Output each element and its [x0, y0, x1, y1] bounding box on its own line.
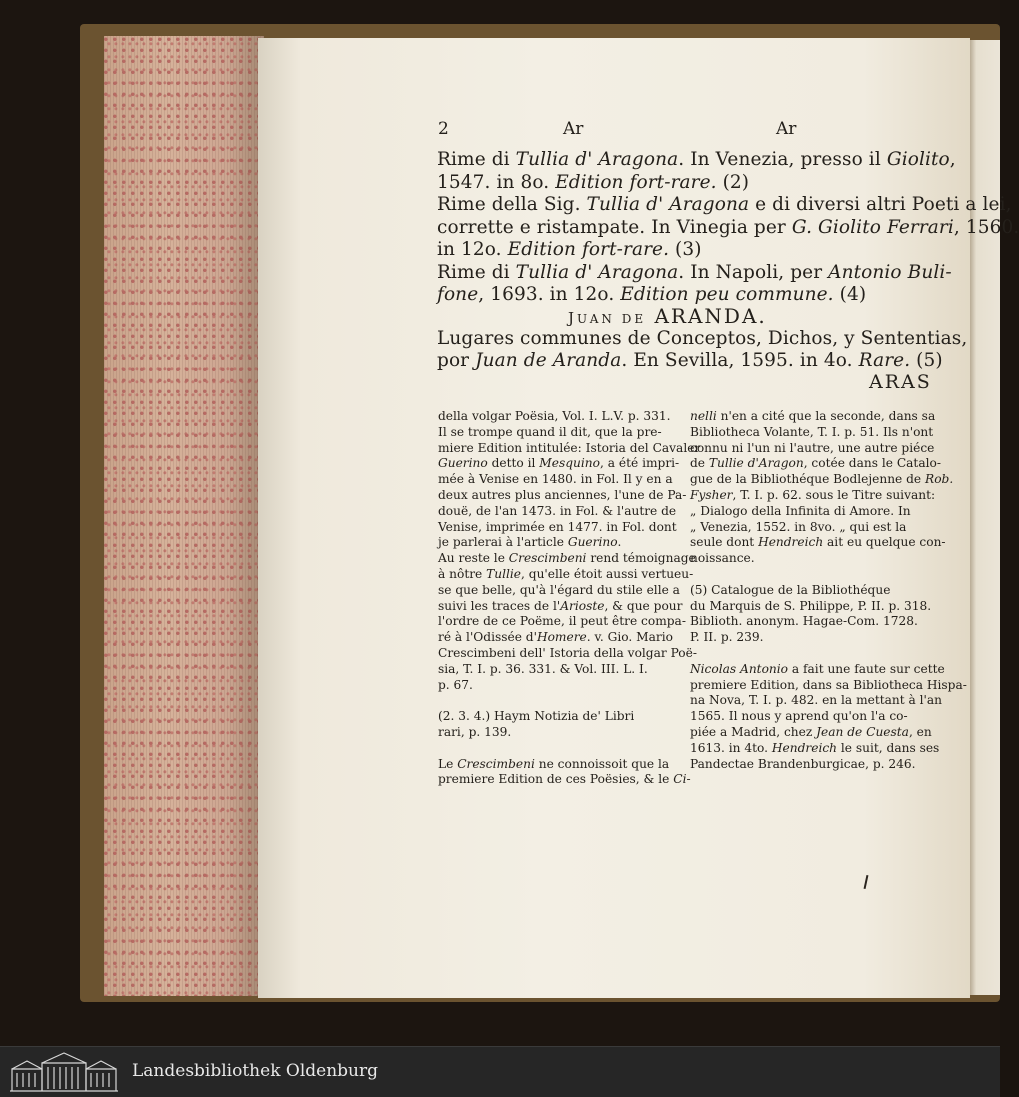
page-number: 2: [438, 119, 449, 139]
note-line: nelli n'en a cité que la seconde, dans sa: [690, 409, 936, 423]
note-line: della volgar Poësia, Vol. I. L.V. p. 331.: [438, 409, 671, 423]
note-line: Crescimbeni dell' Istoria della volgar Poë-: [438, 646, 697, 660]
text-line: Rime della Sig. Tullia d' Aragona e di diversi altri Poeti a lei,: [437, 194, 1012, 215]
text-line: fone, 1693. in 12o. Edition peu commune. (4): [437, 284, 867, 305]
footer-bar: [0, 1046, 1000, 1097]
note-line: se que belle, qu'à l'égard du stile elle a: [438, 582, 680, 597]
note-line: mée à Venise en 1480. in Fol. Il y en a: [438, 472, 673, 487]
note-line: 1613. in 4to. Hendreich le suit, dans ses: [690, 740, 940, 755]
note-line: (5) Catalogue de la Bibliothéque: [690, 582, 891, 597]
note-line: sia, T. I. p. 36. 331. & Vol. III. L. I.: [438, 661, 648, 676]
section-title-prefix: JUAN DE: [568, 309, 647, 327]
note-line: Le Crescimbeni ne connoissoit que la: [438, 756, 670, 771]
text-line: Rime di Tullia d' Aragona. In Napoli, per Antonio Buli-: [437, 261, 952, 283]
note-line: „ Venezia, 1552. in 8vo. „ qui est la: [690, 519, 907, 534]
note-line: gue de la Bibliothéque Bodlejenne de Rob.: [690, 472, 954, 487]
section-title-name: ARANDA.: [654, 304, 767, 328]
note-line: Bibliotheca Volante, T. I. p. 51. Ils n'ont: [690, 424, 934, 439]
note-line: 1565. Il nous y aprend qu'on l'a co-: [690, 709, 908, 724]
text-line: in 12o. Edition fort-rare. (3): [437, 239, 702, 260]
text-line: corrette e ristampate. In Vinegia per G. Giolito Ferrari, 1560.: [437, 216, 1019, 238]
note-line: (2. 3. 4.) Haym Notizia de' Libri: [438, 709, 635, 724]
note-line: Pandectae Brandenburgicae, p. 246.: [690, 756, 916, 771]
note-line: Fysher, T. I. p. 62. sous le Titre suivant:: [690, 488, 936, 502]
note-line: „ Dialogo della Infinita di Amore. In: [690, 503, 911, 518]
note-line: Il se trompe quand il dit, que la pre-: [438, 424, 662, 439]
note-line: na Nova, T. I. p. 482. en la mettant à l'an: [690, 693, 943, 708]
library-name: Landesbibliothek Oldenburg: [132, 1061, 379, 1081]
text-line: Lugares communes de Conceptos, Dichos, y Sententias,: [437, 328, 968, 349]
note-line: deux autres plus anciennes, l'une de Pa-: [438, 488, 687, 502]
facing-page-edge: [966, 40, 1000, 995]
section-title: [568, 304, 767, 328]
text-line: por Juan de Aranda. En Sevilla, 1595. in 4o. Rare. (5): [437, 350, 943, 371]
note-line: Biblioth. anonym. Hagae-Com. 1728.: [690, 614, 918, 629]
note-line: P. II. p. 239.: [690, 630, 764, 645]
note-line: Guerino detto il Mesquino, a été impri-: [438, 456, 680, 471]
note-line: douë, de l'an 1473. in Fol. & l'autre de: [438, 503, 677, 518]
note-line: noissance.: [690, 551, 755, 566]
note-line: Au reste le Crescimbeni rend témoignage: [438, 551, 696, 566]
note-line: je parlerai à l'article Guerino.: [438, 535, 622, 550]
note-line: miere Edition intitulée: Istoria del Cavaler: [438, 440, 701, 455]
library-building-icon: [8, 1051, 120, 1093]
note-line: Nicolas Antonio a fait une faute sur cette: [690, 661, 945, 676]
note-line: premiere Edition de ces Poësies, & le Ci-: [438, 772, 691, 787]
note-line: rari, p. 139.: [438, 725, 512, 739]
catchword: ARAS: [869, 371, 932, 393]
note-line: de Tullie d'Aragon, cotée dans le Catalo-: [690, 456, 941, 471]
note-line: premiere Edition, dans sa Bibliotheca Hispa-: [690, 677, 967, 692]
note-line: piée a Madrid, chez Jean de Cuesta, en: [690, 725, 932, 739]
note-line: l'ordre de ce Poëme, il peut être compa-: [438, 614, 686, 629]
note-line: p. 67.: [438, 677, 473, 692]
note-line: seule dont Hendreich ait eu quelque con-: [690, 535, 946, 550]
note-line: suivi les traces de l'Arioste, & que pour: [438, 598, 683, 613]
running-head-left: Ar: [563, 119, 584, 139]
running-head-right: Ar: [776, 119, 797, 139]
note-line: Venise, imprimée en 1477. in Fol. dont: [438, 519, 677, 534]
note-line: du Marquis de S. Philippe, P. II. p. 318.: [690, 598, 932, 613]
text-line: 1547. in 8o. Edition fort-rare. (2): [437, 171, 750, 193]
text-line: Rime di Tullia d' Aragona. In Venezia, presso il Giolito,: [437, 149, 956, 170]
note-line: ré à l'Odissée d'Homere. v. Gio. Mario: [438, 630, 673, 645]
note-line: à nôtre Tullie, qu'elle étoit aussi vertueu-: [438, 567, 694, 581]
note-line: connu ni l'un ni l'autre, une autre piéce: [690, 440, 935, 455]
